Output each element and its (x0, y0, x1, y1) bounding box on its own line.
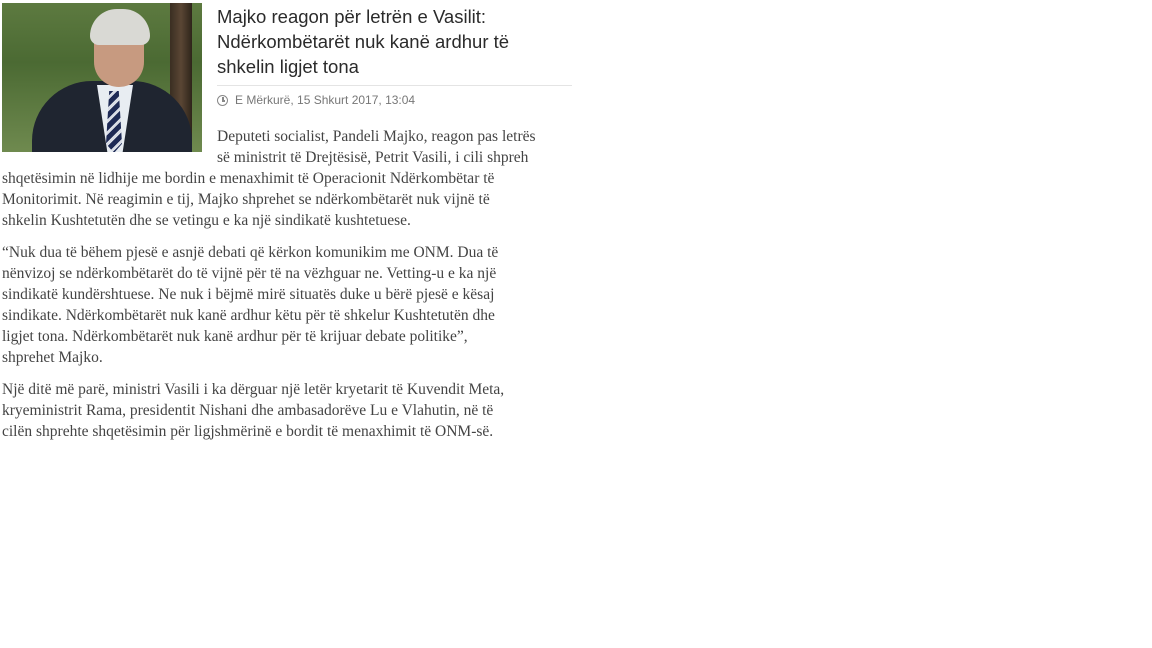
article (2, 3, 572, 453)
article-date: E Mërkurë, 15 Shkurt 2017, 13:04 (235, 93, 416, 107)
paragraph-line: shkelin Kushtetutën dhe se vetingu e ka një sindikatë kushtetuese. (2, 212, 411, 229)
paragraph-line: nënvizoj se ndërkombëtarët do të vijnë për të na vëzhguar ne. Vetting-u e ka një (2, 265, 497, 282)
title-line: Ndërkombëtarët nuk kanë ardhur të (217, 31, 510, 52)
paragraph-line: sindikate. Ndërkombëtarët nuk kanë ardhur këtu për të shkelur Kushtetutën dhe (2, 307, 495, 324)
paragraph-line: së ministrit të Drejtësisë, Petrit Vasili, i cili shpreh (217, 149, 529, 166)
article-photo[interactable] (2, 3, 202, 152)
paragraph-line: Monitorimit. Në reagimin e tij, Majko shprehet se ndërkombëtarët nuk vijnë të (2, 191, 490, 208)
title-line: shkelin ligjet tona (217, 56, 359, 77)
paragraph (2, 379, 572, 442)
article-body (2, 126, 572, 442)
paragraph-line: ligjet tona. Ndërkombëtarët nuk kanë ardhur për të krijuar debate politike”, (2, 328, 468, 345)
paragraph-line: shqetësimin në lidhije me bordin e menaxhimit të Operacionit Ndërkombëtar të (2, 170, 495, 187)
paragraph-line: shprehet Majko. (2, 349, 103, 366)
paragraph-line: kryeministrit Rama, presidentit Nishani dhe ambasadorëve Lu e Vlahutin, në të (2, 402, 494, 419)
paragraph (2, 242, 572, 368)
title-divider (217, 85, 572, 86)
article-meta (217, 92, 572, 108)
title-line: Majko reagon për letrën e Vasilit: (217, 6, 487, 27)
paragraph-line: sindikatë kundërshtuese. Ne nuk i bëjmë mirë situatës duke u bërë pjesë e kësaj (2, 286, 495, 303)
paragraph-line: Një ditë më parë, ministri Vasili i ka dërguar një letër kryetarit të Kuvendit Meta, (2, 381, 505, 398)
paragraph-line: Deputeti socialist, Pandeli Majko, reagon pas letrës (217, 128, 536, 145)
paragraph-line: “Nuk dua të bëhem pjesë e asnjë debati që kërkon komunikim me ONM. Dua të (2, 244, 499, 261)
paragraph-line: cilën shprehte shqetësimin për ligjshmërinë e bordit të menaxhimit të ONM-së. (2, 423, 494, 440)
photo-hair (90, 9, 150, 45)
clock-icon (217, 95, 228, 106)
